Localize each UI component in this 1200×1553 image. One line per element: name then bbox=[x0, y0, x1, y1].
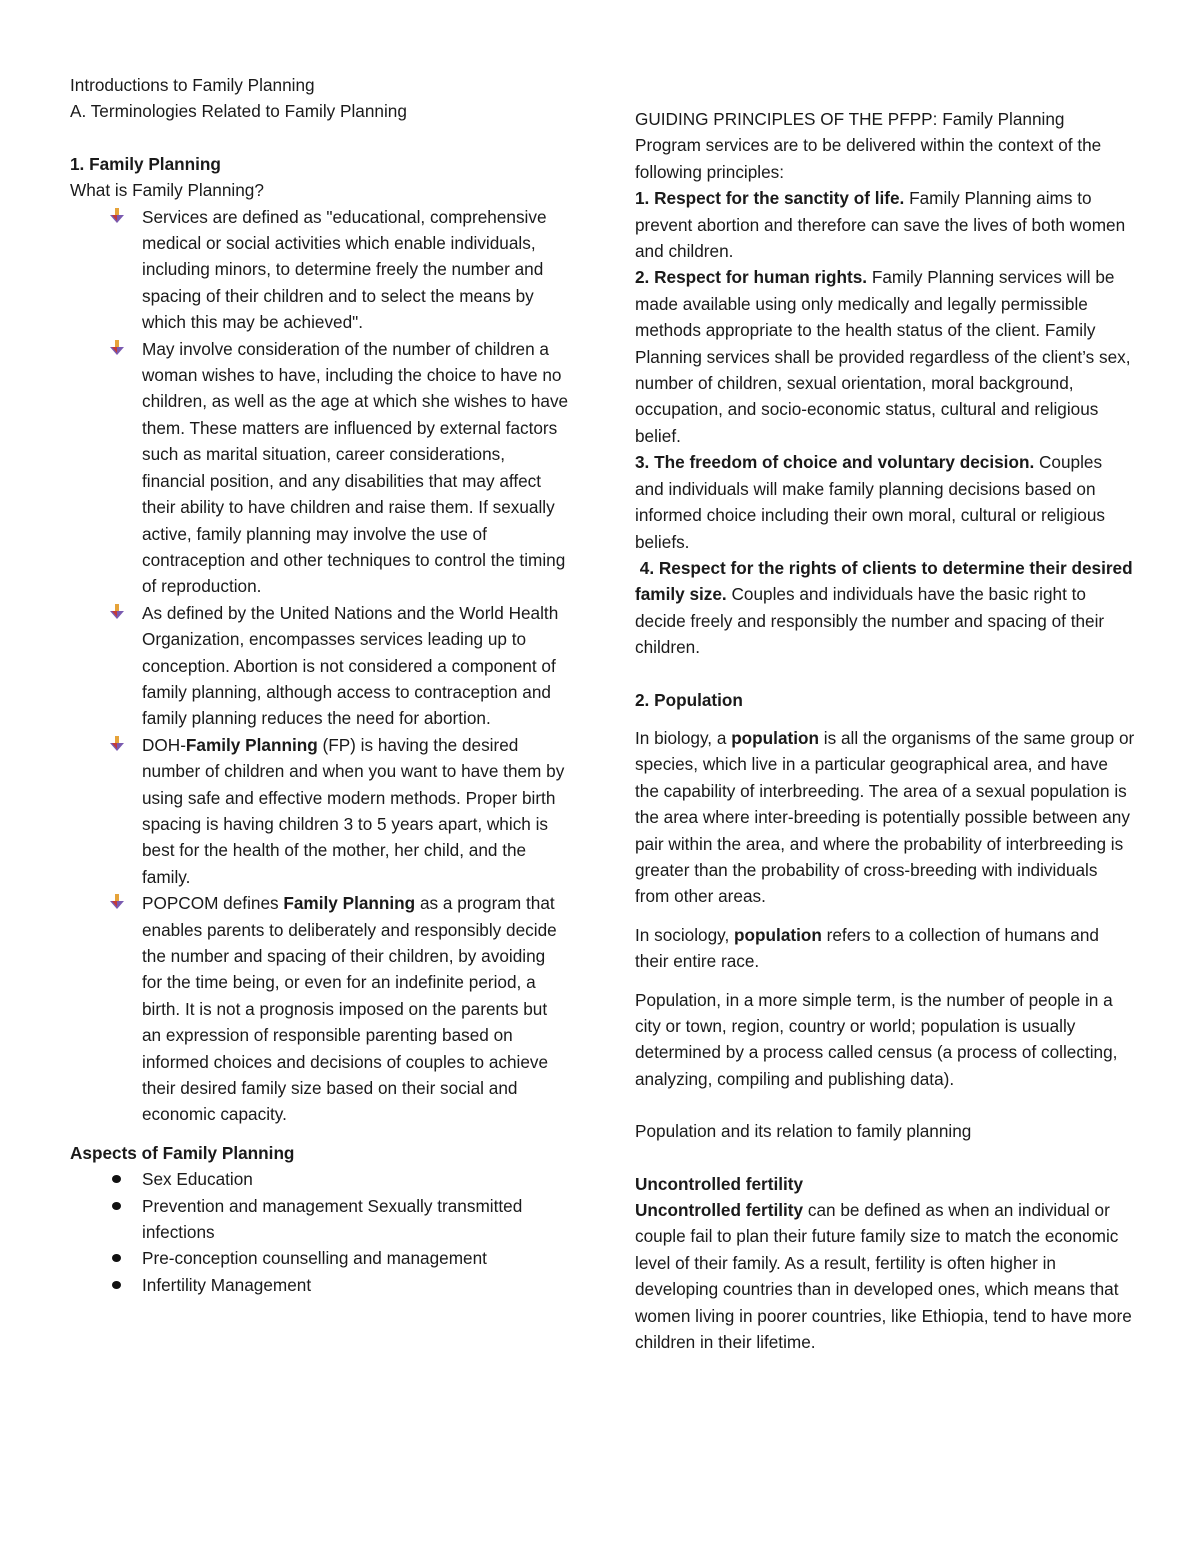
principle-2: 2. Respect for human rights. Family Planning services will be made available using only medically and legally permissible methods appropriate to the health status of the client. Family Planning services shall be provided regardless of the client’s sex, number of children, sexual orientation, moral background, occupation, and socio-economic status, cultural and religious belief. bbox=[635, 267, 1131, 446]
list-item: Prevention and management Sexually transmitted infections bbox=[70, 1193, 570, 1246]
left-column bbox=[70, 72, 570, 1298]
aspects-list bbox=[70, 1166, 570, 1298]
list-item: DOH-Family Planning (FP) is having the desired number of children and when you want to have them by using safe and effective modern methods. Proper birth spacing is having children 3 to 5 years apart, which is best for the health of the mother, her child, and the family. bbox=[70, 732, 570, 890]
arrow-down-icon bbox=[110, 736, 124, 752]
bullet-dot-icon bbox=[112, 1202, 121, 1210]
aspects-heading: Aspects of Family Planning bbox=[70, 1142, 295, 1163]
list-item: Services are defined as "educational, comprehensive medical or social activities which enable individuals, including minors, to determine freely the number and spacing of their children and to select the means by which this may be achieved". bbox=[70, 204, 570, 336]
principle-4: 4. Respect for the rights of clients to determine their desired family size. Couples and individuals have the basic right to decide freely and responsibly the number and spacing of their children. bbox=[635, 557, 1138, 658]
population-relation: Population and its relation to family planning bbox=[635, 1121, 972, 1142]
list-item: May involve consideration of the number of children a woman wishes to have, including the choice to have no children, as well as the age at which she wishes to have them. These matters are influenced by external factors such as marital situation, career considerations, financial position, and any disabilities that may affect their ability to have children and raise them. If sexually active, family planning may involve the use of contraception and other techniques to control the timing of reproduction. bbox=[70, 336, 570, 600]
arrow-down-icon bbox=[110, 894, 124, 910]
family-planning-question: What is Family Planning? bbox=[70, 180, 264, 201]
bullet-dot-icon bbox=[112, 1254, 121, 1262]
bullet-dot-icon bbox=[112, 1281, 121, 1289]
list-item: POPCOM defines Family Planning as a program that enables parents to deliberately and responsibly decide the number and spacing of their children, by avoiding for the time being, or even for an indefinite period, a birth. It is not a prognosis imposed on the parents but an expression of responsible parenting based on informed choices and decisions of couples to achieve their desired family size based on their social and economic capacity. bbox=[70, 890, 570, 1128]
list-item: Infertility Management bbox=[70, 1272, 570, 1298]
bullet-dot-icon bbox=[112, 1175, 121, 1183]
right-column bbox=[635, 106, 1138, 1355]
arrow-down-icon bbox=[110, 604, 124, 620]
arrow-down-icon bbox=[110, 208, 124, 224]
principle-1: 1. Respect for the sanctity of life. Family Planning aims to prevent abortion and therefore can save the lives of both women and children. bbox=[635, 188, 1126, 262]
arrow-down-icon bbox=[110, 340, 124, 356]
population-sociology: In sociology, population refers to a collection of humans and their entire race. bbox=[635, 924, 1099, 972]
uncontrolled-heading: Uncontrolled fertility bbox=[635, 1173, 804, 1194]
family-planning-heading: 1. Family Planning bbox=[70, 153, 221, 174]
population-simple: Population, in a more simple term, is the number of people in a city or town, region, country or world; population is usually determined by a process called census (a process of collecting, analyzing, compiling and publishing data). bbox=[635, 989, 1118, 1089]
list-item: Pre-conception counselling and management bbox=[70, 1245, 570, 1271]
list-item: As defined by the United Nations and the World Health Organization, encompasses services leading up to conception. Abortion is not considered a component of family planning, although access to contraception and family planning reduces the need for abortion. bbox=[70, 600, 570, 732]
uncontrolled-fertility-text: Uncontrolled fertility can be defined as when an individual or couple fail to plan their future family size to match the economic level of their family. As a result, fertility is often higher in developing countries than in developed ones, which means that women living in poorer countries, like Ethiopia, tend to have more children in their lifetime. bbox=[635, 1200, 1132, 1353]
section-a-title: A. Terminologies Related to Family Planning bbox=[70, 101, 407, 122]
population-heading: 2. Population bbox=[635, 689, 743, 710]
principles-intro: GUIDING PRINCIPLES OF THE PFPP: Family Planning Program services are to be delivered within the context of the following principles: bbox=[635, 109, 1102, 182]
definition-list bbox=[70, 204, 570, 1128]
list-item: Sex Education bbox=[70, 1166, 570, 1192]
principle-3: 3. The freedom of choice and voluntary decision. Couples and individuals will make family planning decisions based on informed choice including their own moral, cultural or religious beliefs. bbox=[635, 452, 1106, 552]
population-biology: In biology, a population is all the organisms of the same group or species, which live in a particular geographical area, and have the capability of interbreeding. The area of a sexual population is the area where inter-breeding is potentially possible between any pair within the area, and where the probability of interbreeding is greater than the probability of cross-breeding with individuals from other areas. bbox=[635, 727, 1135, 907]
document-title: Introductions to Family Planning bbox=[70, 75, 315, 95]
